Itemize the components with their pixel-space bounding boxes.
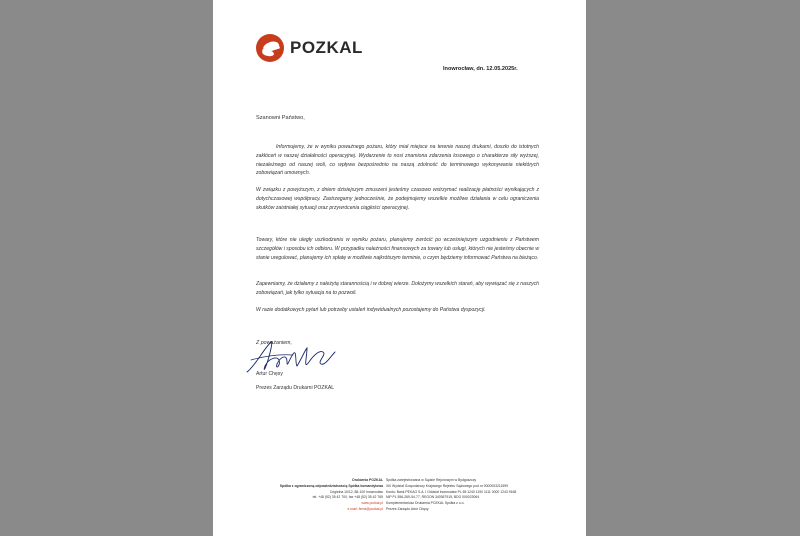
paragraph-5: W razie dodatkowych pytań lub potrzeby ustaleń indywidualnych pozostajemy do Państwa dyspozycji. xyxy=(256,307,486,313)
closing: Z poważaniem, xyxy=(256,340,292,346)
paragraph-4: Zapewniamy, że działamy z należytą starannością i w dobrej wierze. Dołożymy wszelkich starań, aby wywiązać się z naszych zobowiązań, jak tylko sytuacja na to pozwoli. xyxy=(256,281,539,296)
footer-website-link[interactable]: www.pozkal.pl xyxy=(361,501,383,506)
letter-page xyxy=(213,0,586,536)
bird-logo-icon xyxy=(256,34,284,62)
paragraph-2: W związku z powyższym, z dniem dzisiejszym zmuszeni jesteśmy czasowo wstrzymać realizację płatności wynikających z dotychczasowej współpracy. Zastrzegamy jednocześnie, że podejmujemy wszelkie możliwe działania w celu ograniczenia skutków zaistniałej sytuacji oraz przywrócenia ciągłości operacyjnej. xyxy=(256,187,539,211)
letter-date: Inowrocław, dn. 12.05.2025r. xyxy=(443,66,518,72)
footer-reg-line: XIII Wydział Gospodarczy Krajowego Rejestru Sądowego pod nr 0000003211599 xyxy=(386,483,509,488)
logo-text: POZKAL xyxy=(290,38,363,57)
footer-email-link[interactable]: e-mail: firma@pozkal.pl xyxy=(347,506,383,511)
signer-name: Artur Chęsy xyxy=(256,371,283,377)
footer-reg-line: Spółka zarejestrowana w Sądzie Rejonowym w Bydgoszczy xyxy=(386,478,477,482)
company-logo xyxy=(256,34,363,62)
footer-company-type: Spółka z ograniczoną odpowiedzialnością Spółka komandytowa xyxy=(279,483,383,488)
footer-phone: tel. +48 (52) 35 42 700, fax +48 (52) 35 42 765 xyxy=(312,495,383,500)
footer-reg-line: Konto: Bank PEKAO S.A. I Oddział Inowrocław PL 65 1240 1190 1111 0000 1243 9168 xyxy=(386,489,517,494)
paragraph-3: Towary, które nie uległy uszkodzeniu w wyniku pożaru, planujemy zwrócić po wcześniejszym uzgodnieniu z Państwem szczegółów i sposobu ich odbioru. W przypadku należności finansowych za towary lub usługi, których nie jesteśmy obecnie w stanie uregulować, planujemy ich spłatę w możliwie najkrótszym terminie, o czym będziemy informować Państwa na bieżąco. xyxy=(256,237,539,261)
footer-address: Cegielna 10/12, 88-100 Inowrocław xyxy=(329,489,383,494)
footer-reg-line: NIP PL 556-269-54-77, REGON 340367915, BDO 000023064 xyxy=(386,495,480,500)
footer-reg-line: Prezes Zarządu Artur Chęsy xyxy=(386,506,429,511)
footer-company-name: Drukarnia POZKAL xyxy=(352,478,383,482)
footer-company-info xyxy=(253,478,383,513)
footer-reg-line: Komplementariusz Drukarnia POZKAL Spółka z o.o. xyxy=(386,501,465,506)
footer-registration-info xyxy=(386,478,586,513)
signer-role: Prezes Zarządu Drukarni POZKAL xyxy=(256,385,335,391)
greeting: Szanowni Państwo, xyxy=(256,115,305,121)
paragraph-1: Informujemy, że w wyniku poważnego pożaru, który miał miejsce na terenie naszej drukarni, doszło do istotnych zakłóceń w naszej działalności operacyjnej. Wydarzenie to nosi znamiona zdarzenia losowego o charakterze siły wyższej, niezależnego od naszej woli, co wpływa bezpośrednio na naszą zdolność do terminowego wykonywania niektórych zobowiązań umownych. xyxy=(256,144,539,177)
